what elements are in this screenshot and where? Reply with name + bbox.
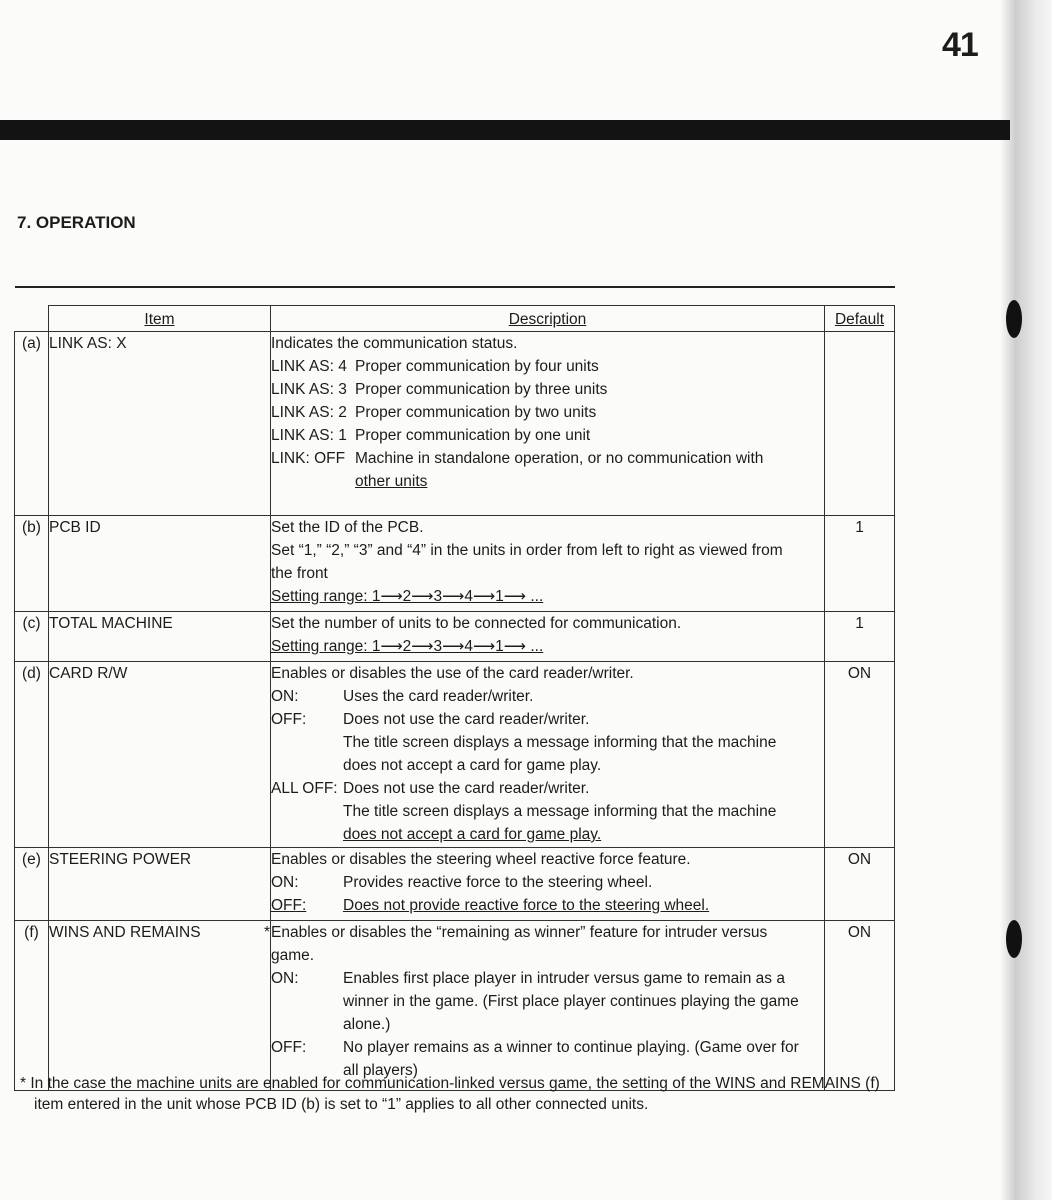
row-default <box>825 332 895 516</box>
row-default: ON <box>825 848 895 921</box>
footnote-line: * In the case the machine units are enabled for communication-linked versus game, the setting of the WINS and REMAINS (f) <box>20 1075 880 1092</box>
desc-key: LINK AS: 1 <box>271 427 347 444</box>
desc-key: LINK: OFF <box>271 450 346 467</box>
footnote <box>20 1073 890 1115</box>
desc-value: Enables first place player in intruder versus game to remain as a <box>343 970 785 987</box>
desc-key: ON: <box>271 874 299 891</box>
row-description <box>271 516 825 612</box>
letter-header <box>15 306 49 332</box>
row-letter: (c) <box>15 612 49 662</box>
desc-key: OFF: <box>271 1039 307 1056</box>
row-item: LINK AS: X <box>49 332 271 516</box>
desc-value: Does not provide reactive force to the steering wheel. <box>343 897 710 914</box>
row-letter: (d) <box>15 662 49 848</box>
page-binding-shadow <box>1000 0 1052 1200</box>
binding-hole <box>1006 300 1022 338</box>
desc-key: ON: <box>271 688 299 705</box>
row-letter: (a) <box>15 332 49 516</box>
row-item: TOTAL MACHINE <box>49 612 271 662</box>
row-default: 1 <box>825 516 895 612</box>
desc-value: Uses the card reader/writer. <box>343 688 534 705</box>
section-rule <box>15 286 895 288</box>
table-row-steering-power <box>15 848 895 921</box>
footnote-line: item entered in the unit whose PCB ID (b) is set to “1” applies to all other connected units. <box>34 1096 649 1113</box>
desc-value: other units <box>355 473 428 490</box>
table-row-card-rw <box>15 662 895 848</box>
desc-value: does not accept a card for game play. <box>343 826 602 843</box>
row-description <box>271 332 825 516</box>
desc-key: LINK AS: 3 <box>271 381 347 398</box>
row-letter: (f) <box>15 921 49 1091</box>
desc-value: The title screen displays a message informing that the machine <box>343 734 777 751</box>
desc-value: Does not use the card reader/writer. <box>343 711 590 728</box>
desc-value: Proper communication by two units <box>355 404 597 421</box>
section-title: 7. OPERATION <box>17 213 136 232</box>
row-item: CARD R/W <box>49 662 271 848</box>
row-description <box>271 921 825 1091</box>
desc-line: Enables or disables the “remaining as winner” feature for intruder versus <box>271 924 768 941</box>
item-header: Item <box>49 306 271 332</box>
desc-key: LINK AS: 4 <box>271 358 347 375</box>
desc-line: Set the number of units to be connected for communication. <box>271 615 682 632</box>
row-description <box>271 848 825 921</box>
row-letter: (b) <box>15 516 49 612</box>
page-number: 41 <box>942 26 978 64</box>
desc-value: all players) <box>343 1062 418 1079</box>
row-item: PCB ID <box>49 516 271 612</box>
table-row-total-machine <box>15 612 895 662</box>
desc-line: Set “1,” “2,” “3” and “4” in the units in order from left to right as viewed from <box>271 542 783 559</box>
desc-key: LINK AS: 2 <box>271 404 347 421</box>
desc-value: alone.) <box>343 1016 391 1033</box>
desc-line: Enables or disables the steering wheel reactive force feature. <box>271 851 691 868</box>
desc-key: OFF: <box>271 897 307 914</box>
row-letter: (e) <box>15 848 49 921</box>
operation-table <box>14 305 895 1091</box>
row-default: ON <box>825 662 895 848</box>
desc-value: does not accept a card for game play. <box>343 757 602 774</box>
desc-line: Set the ID of the PCB. <box>271 519 424 536</box>
desc-key: ON: <box>271 970 299 987</box>
desc-value: Does not use the card reader/writer. <box>343 780 590 797</box>
desc-value: winner in the game. (First place player continues playing the game <box>343 993 799 1010</box>
binding-hole <box>1006 920 1022 958</box>
header-bar <box>0 120 1010 140</box>
table-row-wins-and-remains <box>15 921 895 1091</box>
row-item <box>49 921 271 1091</box>
desc-key: OFF: <box>271 711 307 728</box>
desc-key: ALL OFF: <box>271 780 338 797</box>
desc-value: No player remains as a winner to continue playing. (Game over for <box>343 1039 799 1056</box>
row-description <box>271 662 825 848</box>
row-item: STEERING POWER <box>49 848 271 921</box>
row-default: 1 <box>825 612 895 662</box>
desc-value: Machine in standalone operation, or no communication with <box>355 450 764 467</box>
desc-value: Provides reactive force to the steering wheel. <box>343 874 653 891</box>
table-row-link-as <box>15 332 895 516</box>
table-header-row <box>15 306 895 332</box>
desc-value: Proper communication by four units <box>355 358 599 375</box>
desc-value: Proper communication by three units <box>355 381 608 398</box>
row-description <box>271 612 825 662</box>
desc-line: game. <box>271 947 315 964</box>
desc-value: Proper communication by one unit <box>355 427 591 444</box>
setting-range: Setting range: 1⟶2⟶3⟶4⟶1⟶ ... <box>271 638 544 655</box>
desc-line: Indicates the communication status. <box>271 335 518 352</box>
description-header: Description <box>271 306 825 332</box>
default-header: Default <box>825 306 895 332</box>
row-item-label: WINS AND REMAINS <box>49 924 201 941</box>
desc-line: the front <box>271 565 328 582</box>
row-default: ON <box>825 921 895 1091</box>
desc-line: Enables or disables the use of the card reader/writer. <box>271 665 634 682</box>
desc-value: The title screen displays a message informing that the machine <box>343 803 777 820</box>
table-row-pcb-id <box>15 516 895 612</box>
asterisk-marker: * <box>263 924 270 941</box>
setting-range: Setting range: 1⟶2⟶3⟶4⟶1⟶ ... <box>271 588 544 605</box>
